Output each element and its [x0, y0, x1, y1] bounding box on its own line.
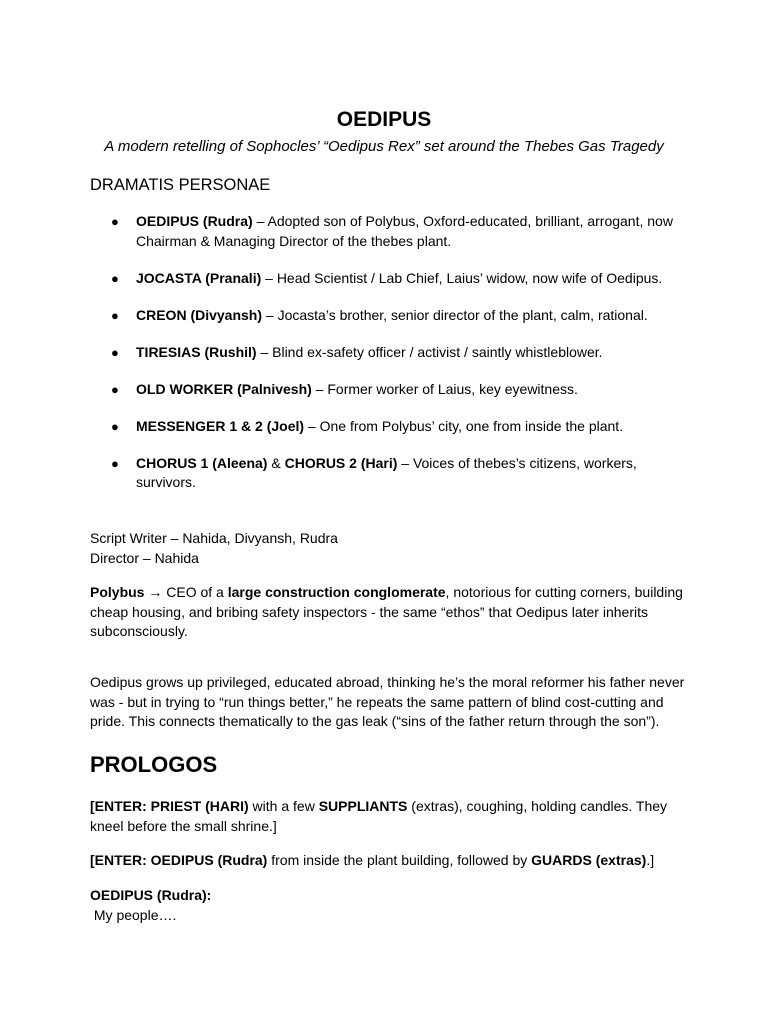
script-writer-credit: Script Writer – Nahida, Divyansh, Rudra — [90, 530, 338, 546]
bold-text: GUARDS (extras) — [531, 852, 647, 868]
bullet-icon: ● — [111, 455, 119, 471]
character-description: – Jocasta’s brother, senior director of the plant, calm, rational. — [262, 306, 648, 323]
list-item — [90, 380, 690, 400]
bold-text: SUPPLIANTS — [318, 798, 408, 814]
bold-text: large construction conglomerate — [227, 584, 446, 600]
bold-text: [ENTER: OEDIPUS (Rudra) — [90, 852, 268, 868]
bullet-icon: ● — [111, 344, 119, 360]
stage-direction — [90, 797, 690, 836]
character-name: CHORUS 1 (Aleena) — [136, 454, 268, 471]
character-name: CREON (Divyansh) — [136, 306, 263, 323]
ampersand: & — [267, 454, 285, 471]
list-item — [90, 306, 690, 326]
director-credit: Director – Nahida — [90, 549, 199, 566]
character-description: – Voices of thebes’s citizens, workers, survivors. — [136, 454, 637, 490]
dialogue-line: My people…. — [90, 906, 177, 923]
text-run: .] — [646, 852, 655, 868]
text-run: → CEO of a — [144, 584, 228, 600]
character-description: – Blind ex-safety officer / activist / saintly whistleblower. — [256, 343, 603, 360]
character-name: OEDIPUS (Rudra) — [136, 213, 253, 229]
bullet-icon: ● — [111, 307, 119, 323]
character-name: MESSENGER 1 & 2 (Joel) — [136, 417, 305, 434]
dramatis-personae-heading: DRAMATIS PERSONAE — [90, 176, 271, 194]
stage-direction — [90, 851, 690, 871]
polybus-name: Polybus — [90, 584, 145, 600]
list-item — [90, 269, 690, 289]
speaker-name: OEDIPUS (Rudra): — [90, 887, 212, 903]
character-name: CHORUS 2 (Hari) — [284, 454, 398, 471]
text-run: from inside the plant building, followed by — [267, 852, 532, 868]
character-name: TIRESIAS (Rushil) — [136, 343, 257, 360]
character-description: – Head Scientist / Lab Chief, Laius’ widow, now wife of Oedipus. — [261, 269, 663, 286]
bullet-icon: ● — [111, 418, 119, 434]
oedipus-paragraph: Oedipus grows up privileged, educated abroad, thinking he’s the moral reformer his father never was - but in trying to “run things better,” he repeats the same pattern of blind cost-cutting and pride. This connects thematically to the gas leak (“sins of the father return through the son”). — [90, 674, 685, 729]
list-item — [90, 212, 690, 251]
bullet-icon: ● — [111, 214, 119, 229]
text-run: , notorious for cutting corners, building cheap housing, and bribing safety inspectors - the same “ethos” that Oedipus later inherits subconsciously. — [90, 584, 683, 639]
bullet-icon: ● — [111, 270, 119, 286]
list-item-chorus — [90, 454, 690, 493]
character-description: – Former worker of Laius, key eyewitness. — [311, 380, 578, 397]
cast-list — [90, 212, 690, 510]
character-description: – One from Polybus’ city, one from inside the plant. — [304, 417, 624, 434]
text-run: (extras), coughing, holding candles. They kneel before the small shrine.] — [90, 798, 668, 834]
polybus-paragraph — [90, 583, 690, 642]
character-name: JOCASTA (Pranali) — [136, 269, 262, 286]
list-item — [90, 417, 690, 437]
credits — [90, 529, 690, 568]
prologos-heading: PROLOGOS — [90, 752, 218, 777]
bullet-icon: ● — [111, 381, 119, 397]
character-name: OLD WORKER (Palnivesh) — [136, 380, 312, 397]
page-subtitle: A modern retelling of Sophocles’ “Oedipus Rex” set around the Thebes Gas Tragedy — [104, 138, 664, 155]
character-description: – Adopted son of Polybus, Oxford-educated, brilliant, arrogant, now Chairman & Managing Director of the thebes plant. — [136, 213, 673, 249]
list-item — [90, 343, 690, 363]
page-title: OEDIPUS — [336, 108, 432, 131]
dialogue — [90, 886, 690, 925]
text-run: with a few — [248, 798, 319, 814]
bold-text: [ENTER: PRIEST (HARI) — [90, 798, 249, 814]
